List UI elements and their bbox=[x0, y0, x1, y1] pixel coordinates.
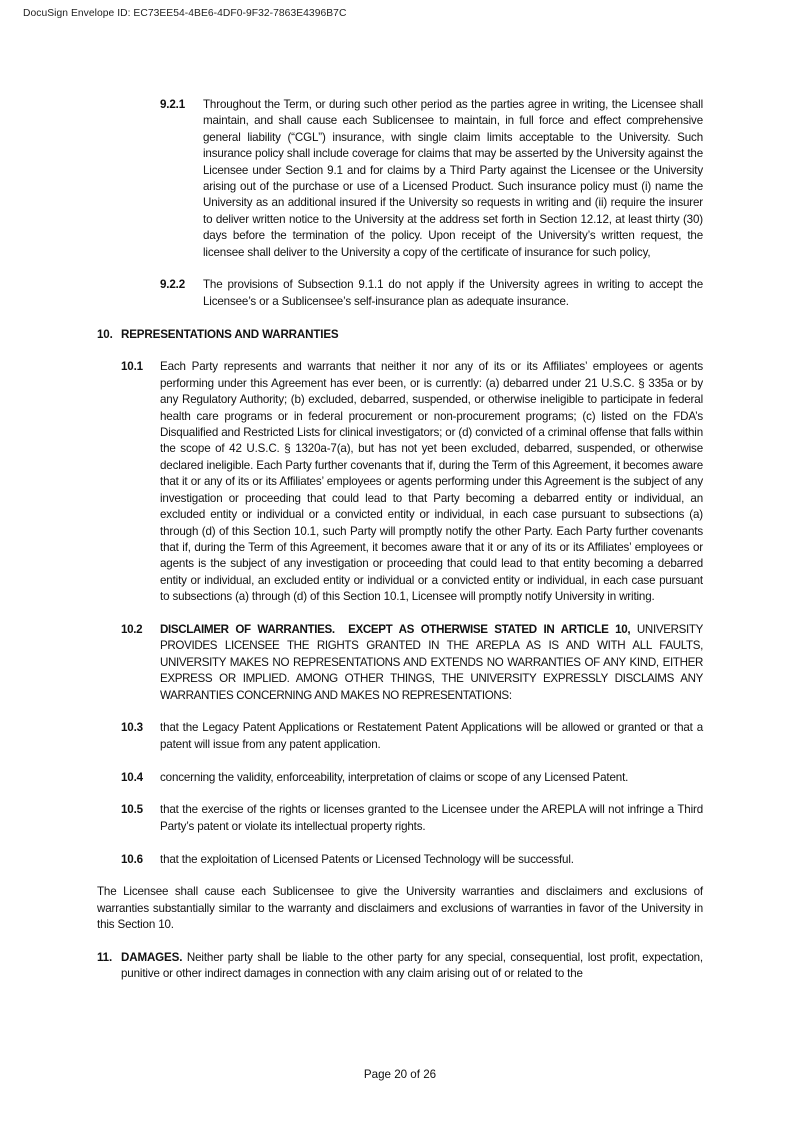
section-number: 10.6 bbox=[121, 852, 143, 866]
section-text: concerning the validity, enforceability, interpretation of claims or scope of any Licensed Patent. bbox=[160, 770, 629, 784]
section-10-4 bbox=[97, 770, 703, 786]
sublicensee-warranties-paragraph: The Licensee shall cause each Sublicensee to give the University warranties and disclaimers and exclusions of warranties substantially similar to the warranty and disclaimers and exclusions of warranties in favor of the University in this Section 10. bbox=[97, 885, 703, 932]
section-number: 9.2.1 bbox=[160, 98, 186, 111]
section-text: Each Party represents and warrants that neither it nor any of its or its Affiliates’ employees or agents performing under this Agreement has ever been, or is currently: (a) debarred under 21 U.S.C. § 335a or by any Regulatory Authority; (b) excluded, debarred, suspended, or otherwise ineligible to participate in federal health care programs or in federal procurement or non-procurement programs; (c) listed on the FDA’s Disqualified and Restricted Lists for clinical investigators; or (d) convicted of a criminal offense that falls within the scope of 42 U.S.C. § 1320a-7(a), but has not yet been excluded, debarred, suspended, or otherwise declared ineligible. Each Party further covenants that if, during the Term of this Agreement, it becomes aware that it or any of its or its Affiliates’ employees or agents performing under this Agreement is the subject of any investigation or proceeding that could lead to that Party becoming a debarred entity or individual, an excluded entity or individual or a convicted entity or individual, in each case pursuant to subsections (a) through (d) of this Section 10.1, such Party will promptly notify the other Party. Each Party further covenants that if, during the Term of this Agreement, it becomes aware that it or any of its or its Affiliates’ employees or agents is the subject of any investigation or proceeding that could lead to that entity becoming a debarred entity or individual, an excluded entity or individual or a convicted entity or individual, in each case pursuant to subsections (a) through (d) of this Section 10.1, Licensee will promptly notify University in writing. bbox=[160, 360, 703, 604]
section-number: 10.5 bbox=[121, 803, 143, 817]
section-text: Neither party shall be liable to the other party for any special, consequential, lost profit, expectation, punitive or other indirect damages in connection with any claim arising out of or related to the bbox=[121, 950, 703, 981]
section-number: 10.1 bbox=[121, 360, 143, 374]
section-10-3 bbox=[97, 720, 703, 753]
docusign-envelope-id: DocuSign Envelope ID: EC73EE54-4BE6-4DF0-9F32-7863E4396B7C bbox=[23, 8, 347, 19]
section-11-damages bbox=[97, 950, 703, 983]
section-text: that the Legacy Patent Applications or Restatement Patent Applications will be allowed or granted or that a patent will issue from any patent application. bbox=[160, 721, 703, 751]
section-number: 11. bbox=[97, 950, 113, 964]
section-number: 10. bbox=[97, 327, 113, 341]
section-number: 10.3 bbox=[121, 721, 143, 735]
section-10-2 bbox=[97, 622, 703, 704]
disclaimer-heading: DISCLAIMER OF WARRANTIES. EXCEPT AS OTHERWISE STATED IN ARTICLE 10, bbox=[160, 622, 631, 636]
section-title: REPRESENTATIONS AND WARRANTIES bbox=[121, 327, 339, 341]
section-10-1 bbox=[97, 359, 703, 605]
section-9-2-1 bbox=[97, 97, 703, 261]
section-text: The provisions of Subsection 9.1.1 do not apply if the University agrees in writing to accept the Licensee’s or a Sublicensee’s self-insurance plan as adequate insurance. bbox=[203, 278, 703, 308]
section-number: 10.4 bbox=[121, 770, 143, 784]
page-number: Page 20 of 26 bbox=[363, 1068, 437, 1081]
damages-heading: DAMAGES. bbox=[121, 950, 183, 964]
section-text: that the exploitation of Licensed Patents or Licensed Technology will be successful. bbox=[160, 852, 574, 866]
section-number: 10.2 bbox=[121, 622, 143, 636]
section-text: UNIVERSITY PROVIDES LICENSEE THE RIGHTS GRANTED IN THE AREPLA AS IS AND WITH ALL FAULTS, UNIVERSITY MAKES NO REPRESENTATIONS AND EXTENDS NO WARRANTIES OF ANY KIND, EITHER EXPRESS OR IMPLIED. AMONG OTHER THINGS, THE UNIVERSITY EXPRESSLY DISCLAIMS ANY WARRANTIES CONCERNING AND MAKES NO REPRESENTATIONS: bbox=[160, 622, 703, 702]
section-text: Throughout the Term, or during such other period as the parties agree in writing, the Licensee shall maintain, and shall cause each Sublicensee to maintain, in full force and effect comprehensive general liability (“CGL”) insurance, with single claim limits acceptable to the University. Such insurance policy shall include coverage for claims that may be asserted by the University against the Licensee under Section 9.1 and for claims by a Third Party against the Licensee or the University arising out of the purchase or use of a Licensed Product. Such insurance policy must (i) name the University as an additional insured if the University so requests in writing and (ii) require the insurer to deliver written notice to the University at the address set forth in Section 12.12, at least thirty (30) days before the termination of the policy. Upon receipt of the University’s written request, the licensee shall deliver to the University a copy of the certificate of insurance for such policy, bbox=[203, 98, 703, 259]
section-number: 9.2.2 bbox=[160, 278, 186, 292]
section-10-5 bbox=[97, 802, 703, 835]
section-10-heading bbox=[97, 327, 703, 343]
document-page bbox=[97, 97, 703, 983]
section-text: that the exercise of the rights or licenses granted to the Licensee under the AREPLA will not infringe a Third Party’s patent or violate its intellectual property rights. bbox=[160, 803, 703, 833]
section-9-2-2 bbox=[97, 277, 703, 310]
section-10-6 bbox=[97, 852, 703, 868]
